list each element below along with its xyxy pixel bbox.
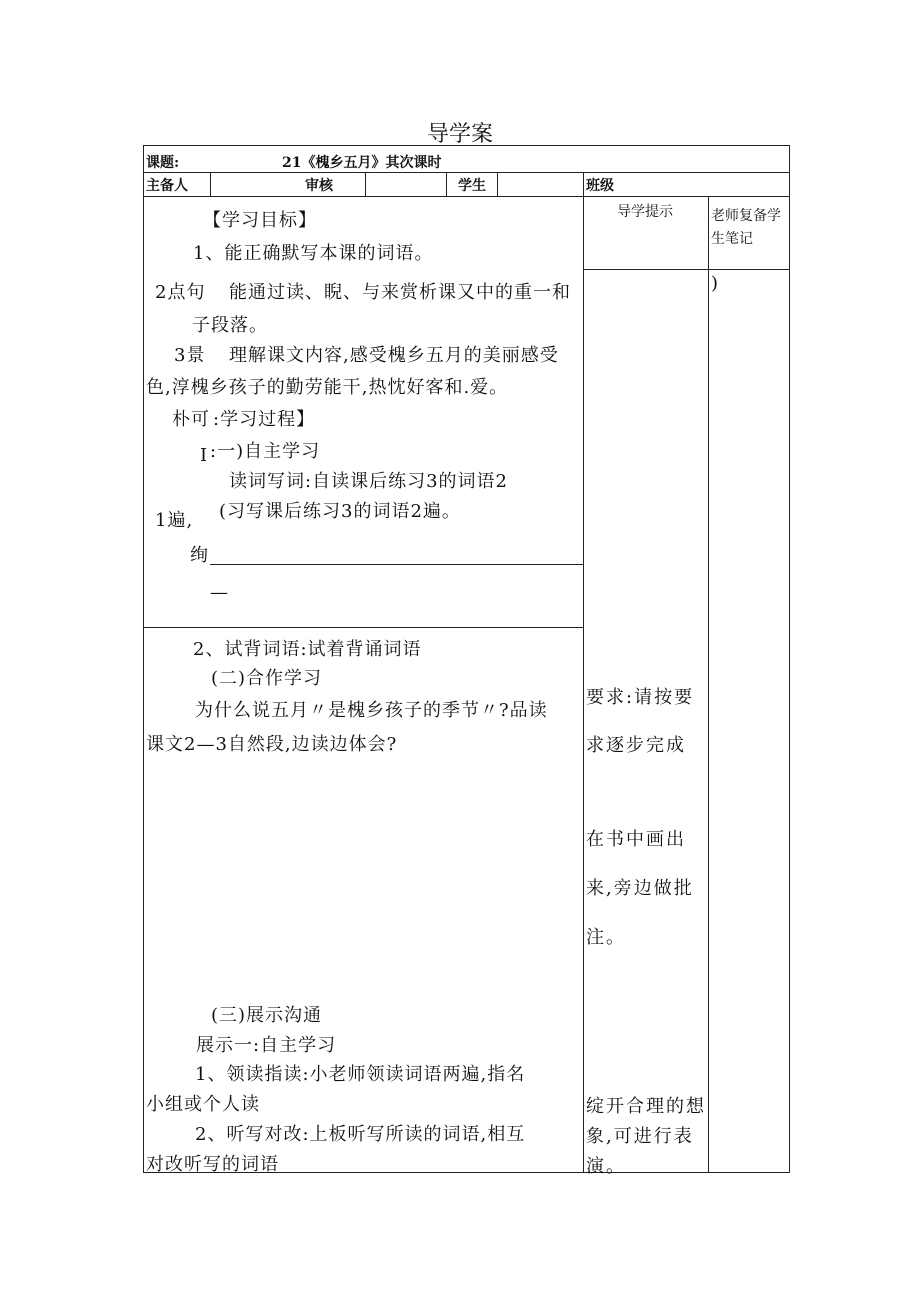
hint-imagine-3: 演。 <box>586 1156 626 1177</box>
preparer-label: 主备人 <box>146 178 188 194</box>
goal-2-prefix: 2点句 <box>155 282 206 303</box>
copy-task: (习写课后练习3的词语2遍。 <box>219 501 461 522</box>
process-heading-a: 朴可 <box>172 409 210 430</box>
teacher-column-heading-1: 老师复备学 <box>711 208 781 224</box>
row-divider-topic <box>143 172 790 173</box>
row-divider-hint <box>708 269 790 270</box>
hint-column-heading: 导学提示 <box>617 204 673 220</box>
question-line-1: 为什么说五月〃是槐乡孩子的季节〃?品读 <box>195 700 548 721</box>
reviewer-label: 审核 <box>305 178 333 194</box>
part2-heading: (二)合作学习 <box>211 668 323 689</box>
col-divider-3 <box>446 172 447 196</box>
col-divider-main <box>583 172 584 1173</box>
hint-mark-2: 来,旁边做批 <box>586 878 694 899</box>
col-divider-1 <box>210 172 211 196</box>
goal-2-text: 能通过读、睨、与来赏析课又中的重一和 <box>229 282 571 303</box>
col-divider-4 <box>497 172 498 196</box>
read-write-task: 读词写词:自读课后练习3的词语2 <box>229 471 508 492</box>
goals-heading: 【学习目标】 <box>203 210 317 231</box>
goal-1: 1、能正确默写本课的词语。 <box>193 243 434 264</box>
lead-read-2: 小组或个人读 <box>146 1094 260 1115</box>
hint-mark-1: 在书中画出 <box>586 829 686 850</box>
class-label: 班级 <box>586 178 614 194</box>
student-label: 学生 <box>458 178 486 194</box>
question-line-2: 课文2—3自然段,边读边体会? <box>146 734 398 755</box>
page-title: 导学案 <box>426 122 493 147</box>
col-divider-notes <box>708 196 709 1173</box>
lead-read-1: 1、领读指读:小老师领读词语两遍,指名 <box>195 1064 526 1085</box>
col-divider-2 <box>365 172 366 196</box>
part1-mark: I <box>200 445 209 466</box>
hint-require-2: 求逐步完成 <box>586 735 686 756</box>
part3-heading: (三)展示沟通 <box>211 1005 323 1026</box>
topic-label: 课题: <box>146 155 180 171</box>
goal-2-cont: 子段落。 <box>192 315 268 336</box>
dash-mark: — <box>210 582 229 603</box>
dictation-2: 对改听写的词语 <box>146 1154 279 1175</box>
hint-imagine-2: 象,可进行表 <box>586 1126 694 1147</box>
part1-heading: :一)自主学习 <box>210 441 321 462</box>
goal-3-prefix: 3景 <box>174 345 206 366</box>
teacher-notes-paren: ) <box>711 273 720 294</box>
fill-line <box>210 564 583 565</box>
dictation-1: 2、听写对改:上板听写所读的词语,相互 <box>195 1124 526 1145</box>
topic-value: 21《槐乡五月》其次课时 <box>282 155 442 171</box>
teacher-column-heading-2: 生笔记 <box>711 231 753 247</box>
hint-imagine-1: 绽开合理的想 <box>586 1096 706 1117</box>
hint-mark-3: 注。 <box>586 927 626 948</box>
show1-heading: 展示一:自主学习 <box>196 1035 337 1056</box>
row-divider-hint-mid <box>583 269 708 270</box>
try-recite: 2、试背词语:试着背诵词语 <box>193 639 422 660</box>
goal-3-text: 理解课文内容,感受槐乡五月的美丽感受 <box>229 345 559 366</box>
row-divider-section <box>143 627 583 628</box>
one-pass: 1遍, <box>155 510 194 531</box>
process-heading-b: :学习过程】 <box>213 409 316 430</box>
row-divider-header <box>143 196 790 197</box>
write-label: 绚 <box>190 545 209 566</box>
hint-require-1: 要求:请按要 <box>586 687 695 708</box>
goal-3-cont: 色,淳槐乡孩子的勤劳能干,热忱好客和.爱。 <box>146 377 509 398</box>
